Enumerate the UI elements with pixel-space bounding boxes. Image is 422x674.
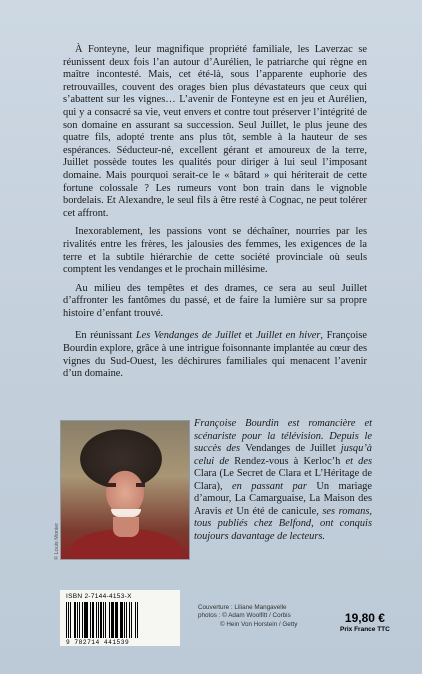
book-title-2: Juillet en hiver <box>256 330 321 342</box>
summary-p4-and: et <box>241 330 257 342</box>
price-label: Prix France TTC <box>340 626 390 633</box>
bio-part-a: Françoise Bourdin est romancière et scénariste pour la télévision. Depuis le succès des <box>194 418 372 454</box>
bio-title-3: Clara (Le Secret de Clara et L’Héritage de Clara) <box>194 468 372 492</box>
summary-text <box>63 44 367 387</box>
cover-credits <box>198 604 328 629</box>
bio-title-2: Rendez-vous à Kerloc’h <box>234 455 341 467</box>
summary-p4-post: , Françoise Bourdin explore, grâce à une intrigue foisonnante implantée au cœur des vignes du Sud-Ouest, les déchirures familiales qui menacent l’avenir d’un domaine. <box>63 330 367 380</box>
price-amount: 19,80 € <box>344 611 385 625</box>
bio-part-f: , ses romans, tous publiés chez Belfond, ont conquis toujours davantage de lecteurs. <box>194 505 372 542</box>
author-photo <box>60 420 190 560</box>
summary-paragraph-3: Au milieu des tempêtes et des drames, ce sera au seul Juillet d’affronter les fantômes du passé, et de faire la lumière sur sa propre histoire d’enfant trouvé. <box>63 282 367 319</box>
bio-part-e: et <box>221 505 237 517</box>
ean-number: 9 782714 441539 <box>66 639 130 646</box>
summary-p4-pre: En réunissant <box>75 330 136 342</box>
book-title-1: Les Vendanges de Juillet <box>135 330 242 342</box>
barcode-stripe <box>137 602 138 638</box>
price-box <box>340 611 390 633</box>
bio-title-4: Un mariage d’amour, La Camarguaise, La Maison des Aravis <box>194 480 372 517</box>
photo-neck <box>113 517 139 537</box>
barcode-box <box>60 590 180 646</box>
bio-part-d: , en passant par <box>219 480 317 492</box>
bio-title-5: Un été de canicule <box>236 505 317 517</box>
bio-title-1: Vendanges de Juillet <box>245 443 336 454</box>
summary-paragraph-2: Inexorablement, les passions vont se déchaîner, nourries par les rivalités entre les frères, les jalousies des femmes, les exigences de la terre et la subtile hiérarchie de cette société provinciale où seuls comptent les vendanges et le prochain millésime. <box>63 226 367 276</box>
credit-photos: photos : © Adam Woolfitt / Corbis <box>198 612 291 620</box>
photo-eyes <box>107 483 145 487</box>
summary-paragraph-4 <box>63 330 367 380</box>
credit-cover: Couverture : Liliane Mangavelle <box>198 604 287 611</box>
bio-part-c: et des <box>340 455 373 467</box>
barcode-bars <box>66 602 174 638</box>
credit-photos-2: © Hein Von Horstein / Getty <box>220 620 298 628</box>
summary-paragraph-1: À Fonteyne, leur magnifique propriété familiale, les Laverzac se réunissent deux fois l’an autour d’Aurélien, le patriarche qui règne en maître incontesté. Mais, cet été-là, sous l’apparente euphorie des retrouvailles, couvent des orages bien plus dévastateurs que ceux qui s’abattent sur les vignes… L’avenir de Fonteyne est en jeu et Aurélien, qui y a consacré sa vie, veut envers et contre tout préserver l’intégrité de son domaine en assurant sa succession. Seul Juillet, le plus jeune des quatre fils, adopté trente ans plus tôt, semble à la hauteur de ses espérances. Séducteur-né, excellent gérant et amoureux de la terre, Juillet possède toutes les qualités pour diriger à lui seul l’imposant domaine. Mais pourquoi serait-ce le « bâtard » qui hériterait de cette fortune colossale ? Les rumeurs vont bon train dans le vignoble bordelais. Et Alexandre, le seul fils à être resté à Cognac, ne peut tolérer cet affront. <box>63 44 367 219</box>
photo-smile <box>111 509 141 517</box>
photo-credit: © Louis Monier <box>54 522 60 560</box>
author-bio <box>194 418 372 543</box>
isbn-label: ISBN 2-7144-4153-X <box>66 593 132 600</box>
bio-part-b: jusqu’à celui de <box>194 443 372 467</box>
